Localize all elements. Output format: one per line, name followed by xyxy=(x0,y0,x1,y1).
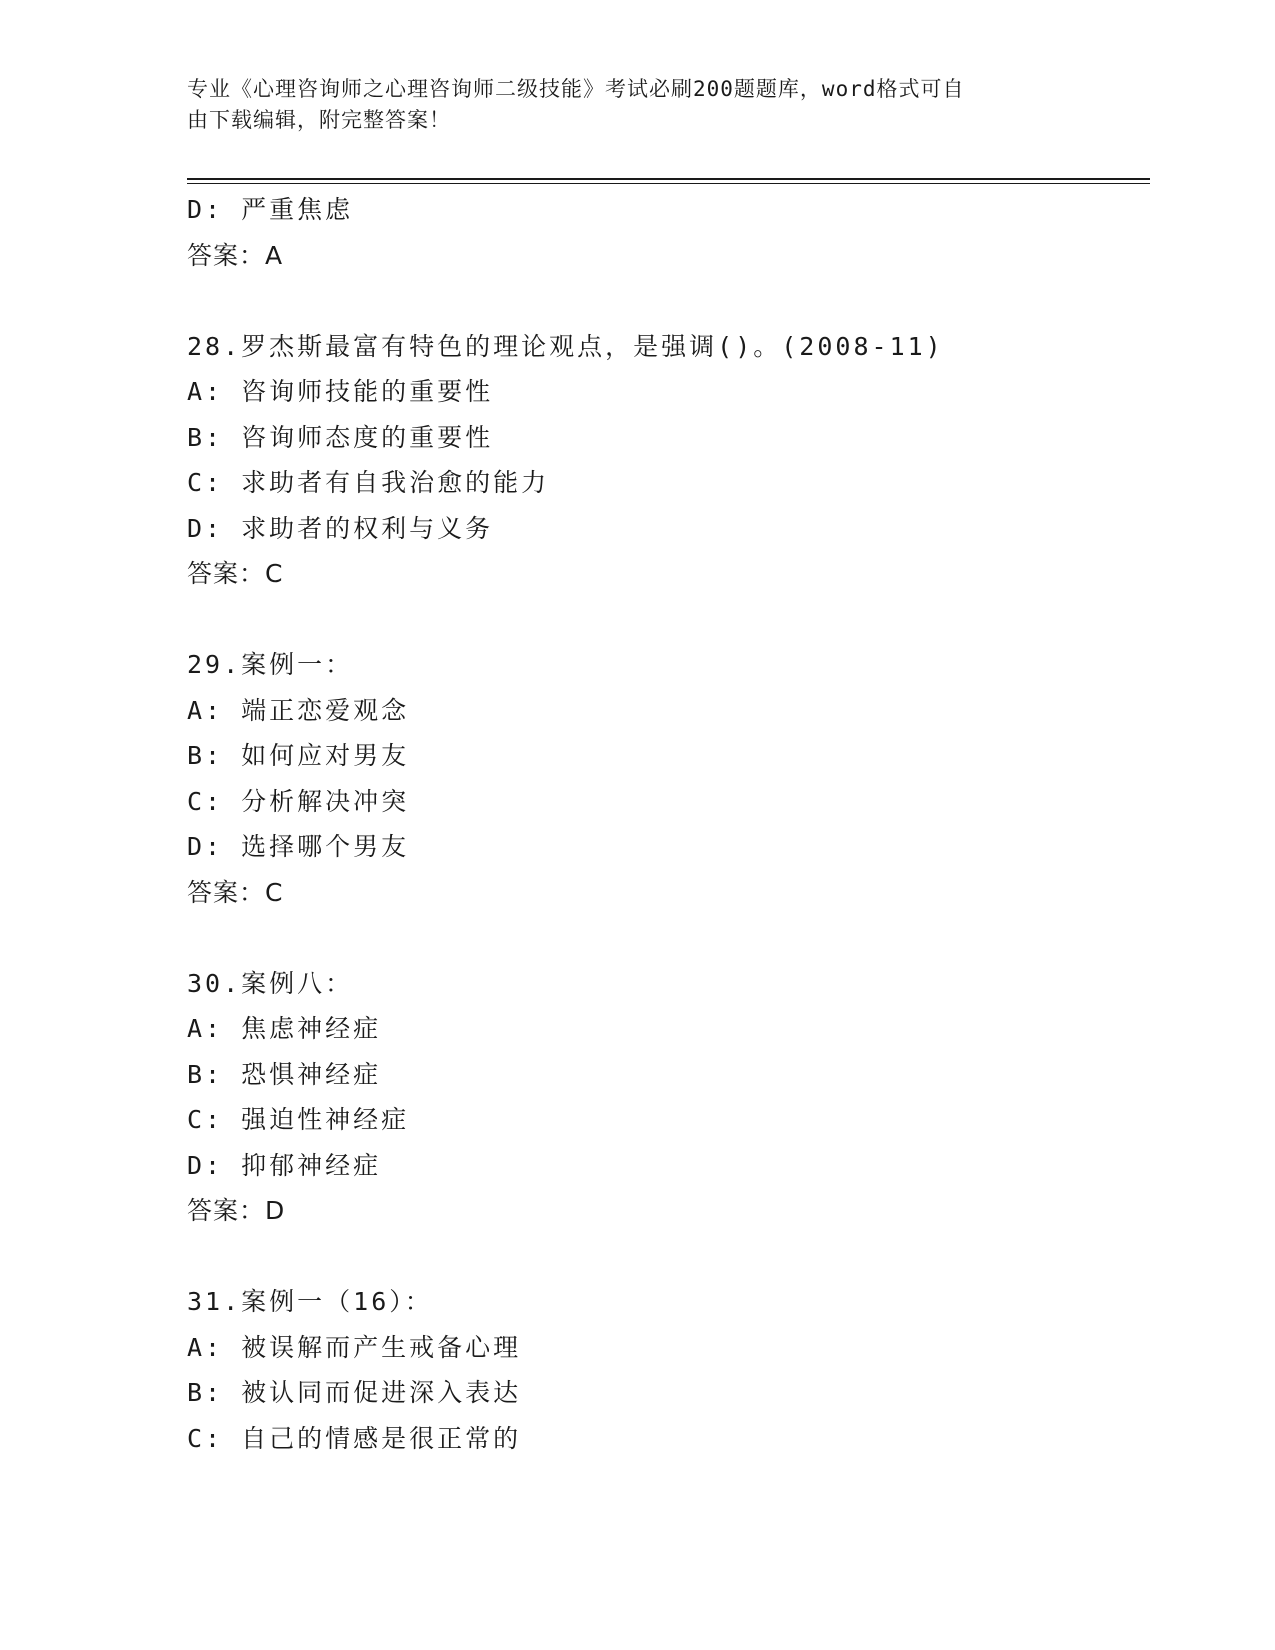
header-divider-thin xyxy=(187,183,1150,184)
option-c: C: 求助者有自我治愈的能力 xyxy=(187,468,550,497)
option-b: B: 恐惧神经症 xyxy=(187,1059,382,1089)
option-a: A: 被误解而产生戒备心理 xyxy=(187,1332,522,1362)
option-b: B: 如何应对男友 xyxy=(187,741,410,770)
option-a: A: 咨询师技能的重要性 xyxy=(187,377,494,406)
answer-line: 答案：C xyxy=(187,877,284,907)
question-block xyxy=(187,187,1147,278)
answer-line: 答案：C xyxy=(187,559,284,588)
question-block xyxy=(187,324,1147,597)
option-c: C: 强迫性神经症 xyxy=(187,1105,410,1134)
question-title: 28.罗杰斯最富有特色的理论观点，是强调()。(2008-11) xyxy=(187,331,944,361)
option-b: B: 咨询师态度的重要性 xyxy=(187,422,494,452)
option-a: A: 端正恋爱观念 xyxy=(187,695,410,725)
spacer xyxy=(187,915,1147,961)
option-d: D: 选择哪个男友 xyxy=(187,832,410,861)
option-d: D: 严重焦虑 xyxy=(187,195,354,224)
header-line-1: 专业《心理咨询师之心理咨询师二级技能》考试必刷200题题库，word格式可自 xyxy=(187,77,965,101)
spacer xyxy=(187,1234,1147,1280)
answer-line: 答案：A xyxy=(187,240,284,270)
question-block xyxy=(187,1279,1147,1461)
question-title: 30.案例八： xyxy=(187,968,354,998)
question-block xyxy=(187,961,1147,1234)
option-c: C: 自己的情感是很正常的 xyxy=(187,1423,522,1453)
option-c: C: 分析解决冲突 xyxy=(187,786,410,816)
option-d: D: 抑郁神经症 xyxy=(187,1150,382,1180)
spacer xyxy=(187,278,1147,324)
document-header xyxy=(187,74,1087,136)
question-block xyxy=(187,642,1147,915)
question-title: 31.案例一（16）： xyxy=(187,1287,433,1316)
option-b: B: 被认同而促进深入表达 xyxy=(187,1378,522,1407)
question-list xyxy=(187,187,1147,1461)
option-d: D: 求助者的权利与义务 xyxy=(187,513,494,543)
question-title: 29.案例一： xyxy=(187,650,354,679)
spacer xyxy=(187,597,1147,643)
header-divider xyxy=(187,178,1150,180)
option-a: A: 焦虑神经症 xyxy=(187,1014,382,1043)
answer-line: 答案：D xyxy=(187,1196,286,1225)
header-line-2: 由下载编辑，附完整答案！ xyxy=(187,108,451,132)
